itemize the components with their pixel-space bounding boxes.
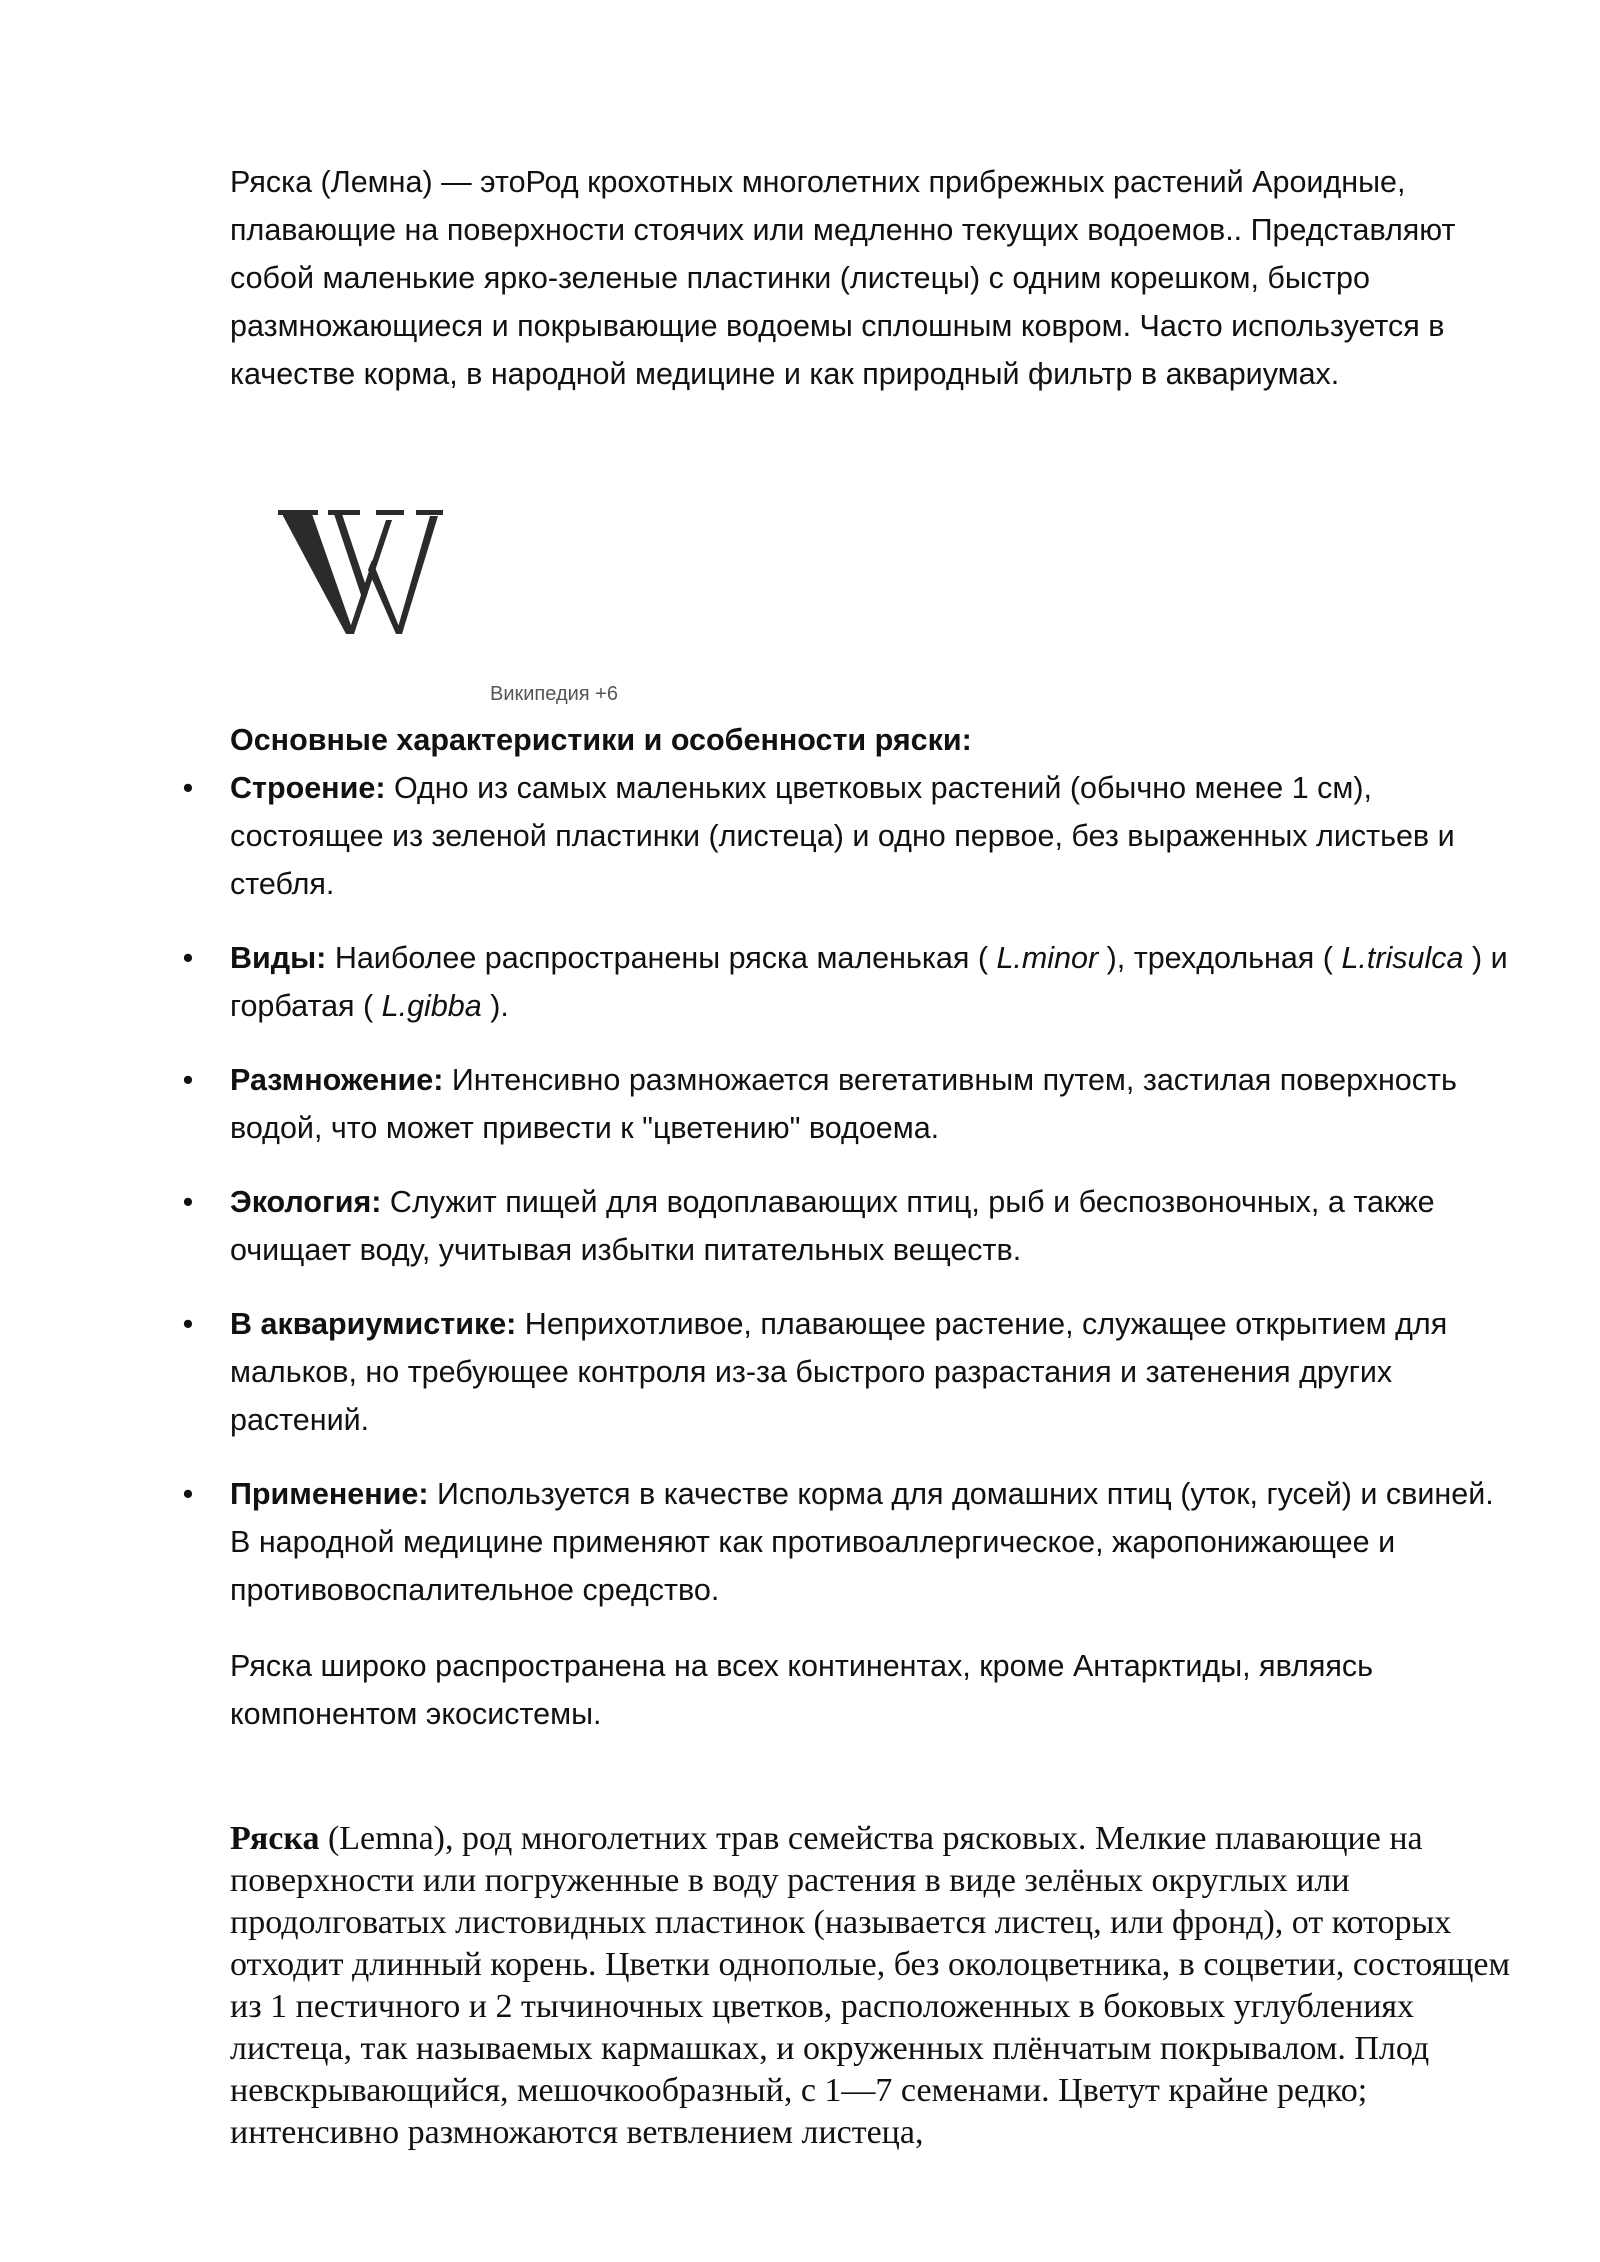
bullet-icon: •	[182, 941, 194, 975]
encyclopedia-term: Ряска	[230, 1820, 320, 1857]
list-item	[182, 1056, 1520, 1152]
wikipedia-w-logo-icon[interactable]	[278, 500, 443, 640]
list-item	[182, 764, 1520, 908]
features-heading: Основные характеристики и особенности ряски:	[230, 723, 972, 757]
item-label: Виды:	[230, 941, 327, 975]
item-text: ).	[481, 989, 509, 1023]
list-item	[182, 1300, 1520, 1444]
species-name: L.gibba	[381, 989, 482, 1023]
species-name: L.minor	[996, 941, 1099, 975]
item-label: Строение:	[230, 771, 386, 805]
list-item	[182, 934, 1520, 1030]
bullet-icon: •	[182, 771, 194, 805]
item-text: ) и горбатая (	[230, 941, 1508, 1023]
species-name: L.trisulca	[1341, 941, 1464, 975]
item-label: Применение:	[230, 1477, 429, 1511]
item-label: В аквариумистике:	[230, 1307, 517, 1341]
item-text: ), трехдольная (	[1098, 941, 1342, 975]
features-list	[182, 764, 1520, 1640]
item-label: Размножение:	[230, 1063, 444, 1097]
item-text: Служит пищей для водоплавающих птиц, рыб и беспозвоночных, а также очищает воду, учитывая избытки питательных веществ.	[230, 1185, 1435, 1267]
list-item	[182, 1178, 1520, 1274]
item-label: Экология:	[230, 1185, 382, 1219]
item-text: Наиболее распространены ряска маленькая (	[326, 941, 997, 975]
item-text: Одно из самых маленьких цветковых растений (обычно менее 1 см), состоящее из зеленой пластинки (листеца) и одно первое, без выраженных листьев и стебля.	[230, 771, 1455, 901]
item-text: Неприхотливое, плавающее растение, служащее открытием для мальков, но требующее контроля из-за быстрого разрастания и затенения других растений.	[230, 1307, 1448, 1437]
closing-paragraph: Ряска широко распространена на всех континентах, кроме Антарктиды, являясь компонентом экосистемы.	[230, 1649, 1374, 1731]
bullet-icon: •	[182, 1185, 194, 1219]
list-item	[182, 1470, 1520, 1614]
bullet-icon: •	[182, 1307, 194, 1341]
intro-paragraph: Ряска (Лемна) — этоРод крохотных многолетних прибрежных растений Ароидные, плавающие на поверхности стоячих или медленно текущих водоемов.. Представляют собой маленькие ярко-зеленые пластинки (листецы) с одним корешком, быстро размножающиеся и покрывающие водоемы сплошным ковром. Часто используется в качестве корма, в народной медицине и как природный фильтр в аквариумах.	[230, 165, 1456, 391]
encyclopedia-text: (Lemna), род многолетних трав семейства рясковых. Мелкие плавающие на поверхности или погруженные в воду растения в виде зелёных округлых или продолговатых листовидных пластинок (называется листец, или фронд), от которых отходит длинный корень. Цветки однополые, без околоцветника, в соцветии, состоящем из 1 пестичного и 2 тычиночных цветков, расположенных в боковых углублениях листеца, так называемых кармашках, и окруженных плёнчатым покрывалом. Плод невскрывающийся, мешочкообразный, с 1—7 семенами. Цветут крайне редко; интенсивно размножаются ветвлением листеца,	[230, 1820, 1511, 2151]
encyclopedia-paragraph	[230, 1818, 1530, 2154]
bullet-icon: •	[182, 1063, 194, 1097]
item-text: Интенсивно размножается вегетативным путем, застилая поверхность водой, что может привести к "цветению" водоема.	[230, 1063, 1457, 1145]
item-text: Используется в качестве корма для домашних птиц (уток, гусей) и свиней. В народной медицине применяют как противоаллергическое, жаропонижающее и противовоспалительное средство.	[230, 1477, 1494, 1607]
source-caption[interactable]: Википедия +6	[490, 683, 618, 705]
bullet-icon: •	[182, 1477, 194, 1511]
